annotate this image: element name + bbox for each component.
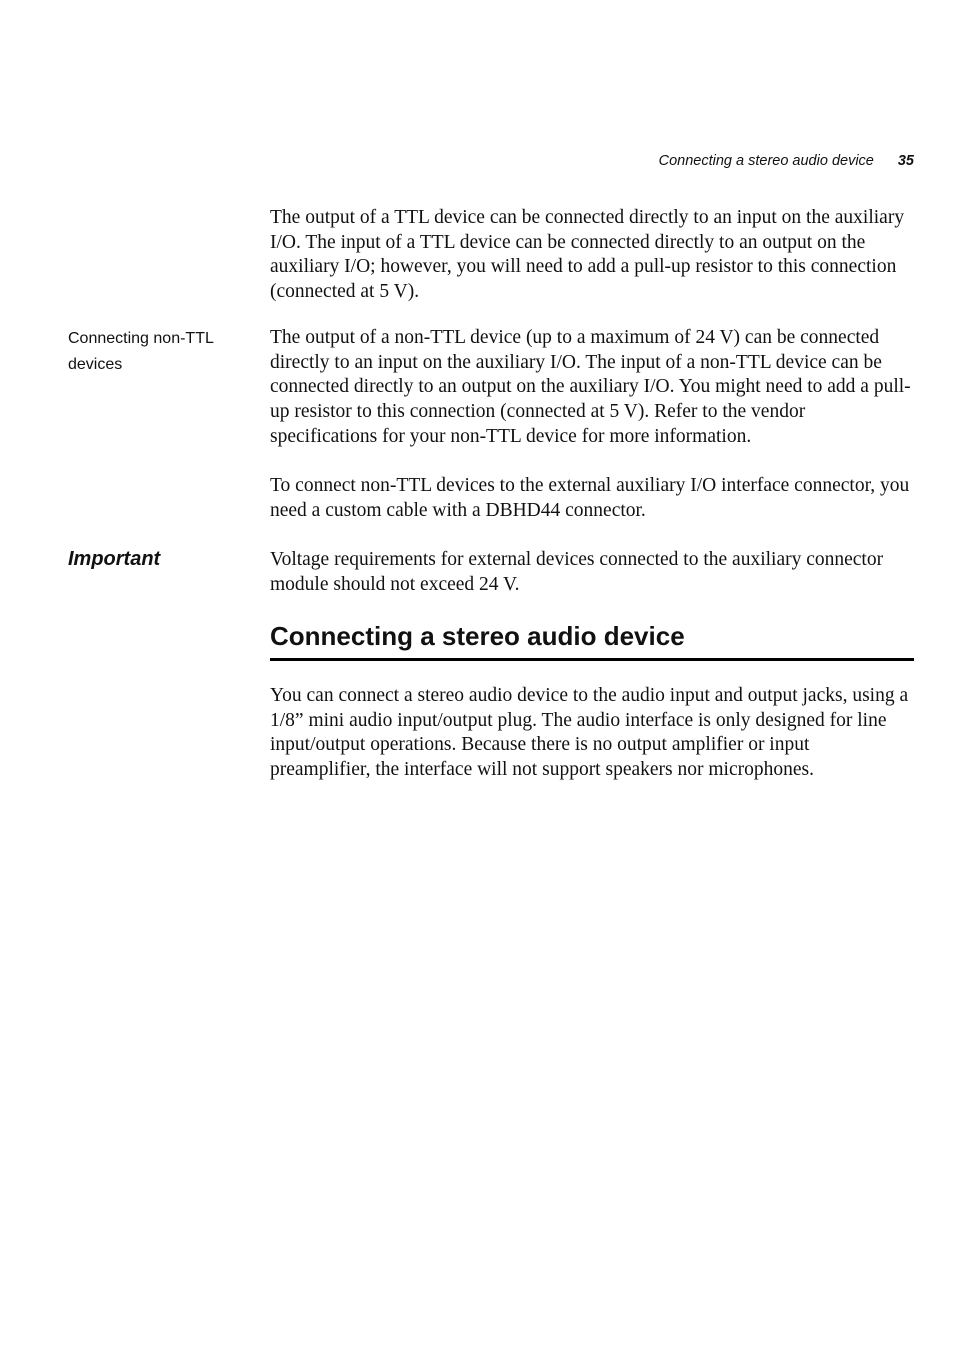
side-label-non-ttl: Connecting non-TTL devices — [68, 330, 214, 373]
side-label-important: Important — [68, 548, 161, 570]
paragraph-audio: You can connect a stereo audio device to the audio input and output jacks, using a 1/8” mini audio input/output plug. The audio interface is only designed for line input/output operations. Because there is no output amplifier or input preamplifier, the interface will not support speakers nor microphones. — [270, 685, 909, 781]
page-number: 35 — [897, 153, 914, 169]
running-header — [560, 151, 914, 171]
running-header-title: Connecting a stereo audio device — [658, 153, 874, 169]
paragraph-non-ttl: The output of a non-TTL device (up to a maximum of 24 V) can be connected directly to an input on the auxiliary I/O. The input of a non-TTL device can be connected directly to an output on the auxiliary I/O. You might need to add a pull-up resistor to this connection (connected at 5 V). Refer to the vendor specifications for your non-TTL device for more information. — [270, 327, 911, 447]
paragraph-cable: To connect non-TTL devices to the external auxiliary I/O interface connector, you need a custom cable with a DBHD44 connector. — [270, 475, 910, 521]
paragraph-important: Voltage requirements for external devices connected to the auxiliary connector module should not exceed 24 V. — [270, 549, 884, 595]
paragraph-ttl: The output of a TTL device can be connected directly to an input on the auxiliary I/O. The input of a TTL device can be connected directly to an output on the auxiliary I/O; however, you will need to add a pull-up resistor to this connection (connected at 5 V). — [270, 207, 905, 303]
section-heading: Connecting a stereo audio device — [270, 618, 914, 661]
